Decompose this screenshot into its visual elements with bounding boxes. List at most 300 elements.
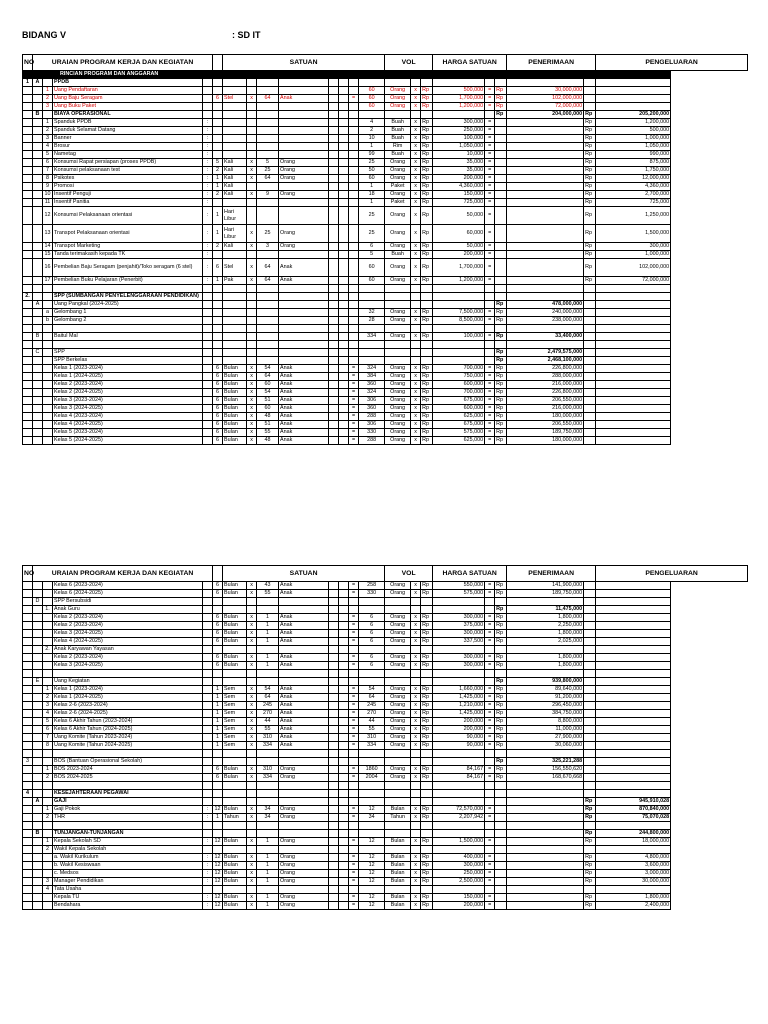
price-equals: = [485,686,495,694]
satuan-qty-2: 1 [257,902,279,910]
empty-cell [329,862,339,870]
satuan-qty-1 [213,830,223,838]
price-currency: Rp [421,333,433,341]
vol-times: x [411,259,421,277]
revenue-amount [507,285,584,293]
satuan-times: x [247,437,257,445]
vol-equals: = [349,413,359,421]
empty-cell [329,614,339,622]
vol-equals [349,670,359,678]
satuan-times: x [247,814,257,822]
price-equals [485,822,495,830]
vol-equals: = [349,766,359,774]
satuan-qty-1: 6 [213,590,223,598]
satuan-unit-2 [279,143,329,151]
vol-times: x [411,95,421,103]
row-colon [203,373,213,381]
empty-cell [339,886,349,894]
empty-cell [339,702,349,710]
expense-currency [584,79,596,87]
vol-times [411,846,421,854]
row-subnumber: 8 [43,175,53,183]
price-currency: Rp [421,710,433,718]
vol-equals: = [349,429,359,437]
unit-price: 200,000 [433,726,485,734]
table-row [23,87,748,95]
price-currency: Rp [421,243,433,251]
unit-price [433,750,485,758]
price-currency [421,349,433,357]
row-letter: A [33,798,43,806]
empty-cell [329,301,339,309]
expense-amount [596,702,671,710]
expense-currency [584,694,596,702]
row-letter [33,734,43,742]
row-letter [33,630,43,638]
row-colon: : [203,183,213,191]
row-subnumber: 1. [43,606,53,614]
vol-unit [385,758,411,766]
row-number [23,151,33,159]
row-description: Pembelian Buku Pelajaran (Penerbit) [53,277,203,285]
expense-currency [584,718,596,726]
revenue-amount: 296,450,000 [507,702,584,710]
satuan-unit-1: Bulan [223,870,247,878]
satuan-qty-1 [213,598,223,606]
satuan-times [247,183,257,191]
unit-price: 2,207,942 [433,814,485,822]
row-number [23,421,33,429]
satuan-times: x [247,373,257,381]
empty-cell [329,742,339,750]
price-currency: Rp [421,630,433,638]
vol-unit: Orang [385,766,411,774]
satuan-qty-1 [213,349,223,357]
unit-price: 1,200,000 [433,277,485,285]
satuan-times [247,750,257,758]
vol-value: 10 [359,135,385,143]
vol-equals [349,103,359,111]
satuan-unit-2 [279,293,329,301]
row-letter [33,373,43,381]
price-equals: = [485,119,495,127]
empty-cell [329,814,339,822]
satuan-qty-2: 48 [257,437,279,445]
table-row [23,199,748,207]
row-colon [203,87,213,95]
empty-cell [329,726,339,734]
revenue-currency: Rp [495,317,507,325]
price-equals: = [485,814,495,822]
row-letter [33,183,43,191]
row-description: Anak Guru [53,606,203,614]
row-letter [33,95,43,103]
empty-cell [329,341,339,349]
expense-amount: 72,000,000 [596,277,671,285]
unit-price: 35,000 [433,159,485,167]
vol-unit: Orang [385,175,411,183]
vol-value: 60 [359,87,385,95]
vol-value: 306 [359,397,385,405]
satuan-qty-1: 6 [213,413,223,421]
satuan-times: x [247,742,257,750]
row-description: SPP (SUMBANGAN PENYELENGGARAAN PENDIDIKAN) [53,293,203,301]
table-row [23,341,748,349]
revenue-currency [495,670,507,678]
table-row [23,127,748,135]
row-letter [33,341,43,349]
row-colon: : [203,251,213,259]
satuan-qty-2 [257,750,279,758]
empty-cell [339,694,349,702]
satuan-qty-2: 1 [257,622,279,630]
vol-unit: Orang [385,734,411,742]
price-equals [485,750,495,758]
satuan-times [247,127,257,135]
row-description: THR [53,814,203,822]
satuan-qty-2: 55 [257,429,279,437]
expense-currency [584,87,596,95]
row-colon [203,790,213,798]
expense-amount [596,79,671,87]
price-equals: = [485,694,495,702]
document-header [22,30,261,40]
satuan-unit-1: Bulan [223,437,247,445]
row-colon [203,397,213,405]
satuan-times [247,103,257,111]
row-letter [33,159,43,167]
revenue-currency: Rp [495,726,507,734]
price-currency: Rp [421,806,433,814]
row-description: Uang Kegiatan [53,678,203,686]
table-row [23,421,748,429]
satuan-qty-1: 6 [213,421,223,429]
revenue-currency: Rp [495,301,507,309]
table-row [23,365,748,373]
empty-cell [339,766,349,774]
price-equals [485,646,495,654]
satuan-qty-2: 34 [257,814,279,822]
row-description: BOS 2023-2024 [53,766,203,774]
vol-unit: Orang [385,309,411,317]
vol-times: x [411,734,421,742]
revenue-amount: 2,250,000 [507,622,584,630]
price-currency [421,325,433,333]
expense-currency: Rp [584,207,596,225]
unit-price: 625,000 [433,437,485,445]
satuan-qty-1 [213,317,223,325]
expense-currency [584,341,596,349]
satuan-qty-2 [257,846,279,854]
price-currency: Rp [421,373,433,381]
vol-value [359,646,385,654]
row-description: Anak Karyawan Yayasan [53,646,203,654]
unit-price: 575,000 [433,429,485,437]
row-description: Wakil Kepala Sekolah [53,846,203,854]
price-currency: Rp [421,397,433,405]
satuan-times: x [247,405,257,413]
empty-cell [329,894,339,902]
expense-amount [596,638,671,646]
satuan-unit-2: Orang [279,814,329,822]
satuan-unit-1 [223,758,247,766]
row-subnumber: 9 [43,183,53,191]
unit-price: 1,050,000 [433,143,485,151]
row-number [23,766,33,774]
row-description: Nametag [53,151,203,159]
satuan-qty-2: 51 [257,397,279,405]
row-subnumber [43,111,53,119]
revenue-currency [495,199,507,207]
satuan-unit-2 [279,207,329,225]
row-subnumber: 5 [43,151,53,159]
vol-unit: Orang [385,95,411,103]
vol-equals [349,277,359,285]
vol-equals [349,822,359,830]
row-subnumber [43,325,53,333]
satuan-unit-1: Bulan [223,405,247,413]
price-equals [485,357,495,365]
satuan-qty-1: 6 [213,381,223,389]
price-equals: = [485,421,495,429]
revenue-currency [495,159,507,167]
table-row [23,646,748,654]
expense-amount [596,606,671,614]
revenue-currency: Rp [495,389,507,397]
satuan-unit-1 [223,317,247,325]
price-equals [485,846,495,854]
vol-value: 334 [359,742,385,750]
price-equals: = [485,862,495,870]
satuan-unit-1 [223,341,247,349]
row-number [23,638,33,646]
row-colon: : [203,207,213,225]
row-letter: B [33,333,43,341]
row-letter: A [33,79,43,87]
vol-unit: Orang [385,381,411,389]
vol-unit: Orang [385,694,411,702]
satuan-qty-2: 1 [257,630,279,638]
row-number [23,710,33,718]
unit-price [433,598,485,606]
unit-price: 675,000 [433,397,485,405]
satuan-qty-2: 55 [257,726,279,734]
vol-value: 5 [359,251,385,259]
row-description: Kelas 2-6 (2023-2024) [53,702,203,710]
row-subnumber [43,293,53,301]
empty-cell [339,357,349,365]
satuan-qty-2: 3 [257,243,279,251]
empty-cell [339,111,349,119]
vol-equals [349,207,359,225]
vol-equals [349,293,359,301]
price-currency: Rp [421,365,433,373]
price-currency [421,646,433,654]
empty-cell [329,854,339,862]
price-currency [421,886,433,894]
vol-unit: Orang [385,167,411,175]
empty-cell [339,782,349,790]
satuan-times: x [247,638,257,646]
row-description: Kelas 4 (2024-2025) [53,421,203,429]
satuan-times [247,301,257,309]
vol-times [411,598,421,606]
table-row [23,111,748,119]
row-letter [33,309,43,317]
vol-equals [349,758,359,766]
row-subnumber [43,862,53,870]
revenue-amount: 2,025,000 [507,638,584,646]
row-description: Uang Komite (Tahun 2023-2024) [53,734,203,742]
revenue-amount [507,862,584,870]
row-letter [33,838,43,846]
vol-value: 6 [359,243,385,251]
vol-equals: = [349,718,359,726]
revenue-amount [507,325,584,333]
table-row [23,167,748,175]
price-currency: Rp [421,167,433,175]
expense-currency: Rp [584,838,596,846]
vol-value: 50 [359,167,385,175]
satuan-unit-1 [223,103,247,111]
satuan-unit-1: Bulan [223,590,247,598]
satuan-times [247,822,257,830]
price-equals [485,293,495,301]
vol-times: x [411,638,421,646]
row-description: Kelas 2 (2024-2025) [53,389,203,397]
satuan-unit-2: Orang [279,766,329,774]
empty-cell [329,606,339,614]
satuan-unit-2 [279,886,329,894]
satuan-unit-2: Anak [279,614,329,622]
empty-cell [329,207,339,225]
vol-value [359,357,385,365]
empty-cell [339,790,349,798]
expense-amount [596,301,671,309]
empty-cell [329,806,339,814]
row-letter [33,718,43,726]
satuan-unit-2: Anak [279,702,329,710]
revenue-currency: Rp [495,630,507,638]
revenue-amount: 1,800,000 [507,630,584,638]
satuan-qty-2: 334 [257,774,279,782]
revenue-currency [495,127,507,135]
bidang-label: BIDANG V [22,30,67,40]
satuan-unit-1: Bulan [223,894,247,902]
row-description: Konsumsi Pelaksanaan orientasi [53,207,203,225]
satuan-unit-1: Bulan [223,766,247,774]
satuan-unit-1 [223,790,247,798]
row-description: Kelas 6 (2023-2024) [53,582,203,590]
empty-cell [329,135,339,143]
row-number [23,718,33,726]
vol-unit: Orang [385,207,411,225]
satuan-unit-2: Anak [279,694,329,702]
price-equals [485,790,495,798]
expense-currency: Rp [584,251,596,259]
row-number [23,325,33,333]
row-letter [33,638,43,646]
row-subnumber [43,670,53,678]
vol-unit [385,886,411,894]
vol-unit [385,598,411,606]
row-colon [203,630,213,638]
vol-equals [349,678,359,686]
row-colon: : [203,199,213,207]
satuan-qty-1: 6 [213,95,223,103]
satuan-times: x [247,734,257,742]
price-equals: = [485,718,495,726]
row-description: SPP [53,349,203,357]
row-letter [33,251,43,259]
vol-value [359,750,385,758]
satuan-unit-2: Orang [279,159,329,167]
vol-times: x [411,405,421,413]
table-row [23,710,748,718]
row-letter [33,277,43,285]
unit-price: 1,210,000 [433,702,485,710]
expense-amount: 205,200,000 [596,111,671,119]
satuan-times: x [247,95,257,103]
vol-times: x [411,838,421,846]
table-row [23,758,748,766]
satuan-qty-2 [257,341,279,349]
empty-cell [339,243,349,251]
row-subnumber [43,830,53,838]
vol-unit [385,357,411,365]
satuan-unit-2: Anak [279,686,329,694]
expense-currency [584,758,596,766]
vol-times: x [411,590,421,598]
vol-unit [385,678,411,686]
vol-times: x [411,135,421,143]
vol-times: x [411,199,421,207]
expense-currency: Rp [584,167,596,175]
empty-cell [329,718,339,726]
unit-price: 600,000 [433,381,485,389]
vol-times: x [411,143,421,151]
satuan-qty-1 [213,325,223,333]
revenue-currency [495,277,507,285]
row-number [23,862,33,870]
row-letter [33,870,43,878]
row-number [23,429,33,437]
satuan-times [247,309,257,317]
expense-amount [596,341,671,349]
header-spacer [213,566,223,582]
satuan-qty-1: 12 [214,878,221,884]
satuan-times [247,798,257,806]
price-equals: = [485,95,495,103]
table-row [23,854,748,862]
row-colon [203,95,213,103]
satuan-qty-1 [213,111,223,119]
vol-unit: Orang [385,726,411,734]
row-colon [203,646,213,654]
satuan-qty-1 [213,79,223,87]
revenue-currency: Rp [495,429,507,437]
satuan-qty-2: 1 [257,862,279,870]
revenue-currency [495,814,507,822]
row-colon [203,782,213,790]
revenue-currency [495,183,507,191]
revenue-amount [507,670,584,678]
unit-price: 1,700,000 [433,259,485,277]
satuan-unit-1: Sem [223,694,247,702]
row-description: BOS (Bantuan Operasional Sekolah) [53,758,203,766]
row-colon: : [203,151,213,159]
revenue-amount [507,175,584,183]
